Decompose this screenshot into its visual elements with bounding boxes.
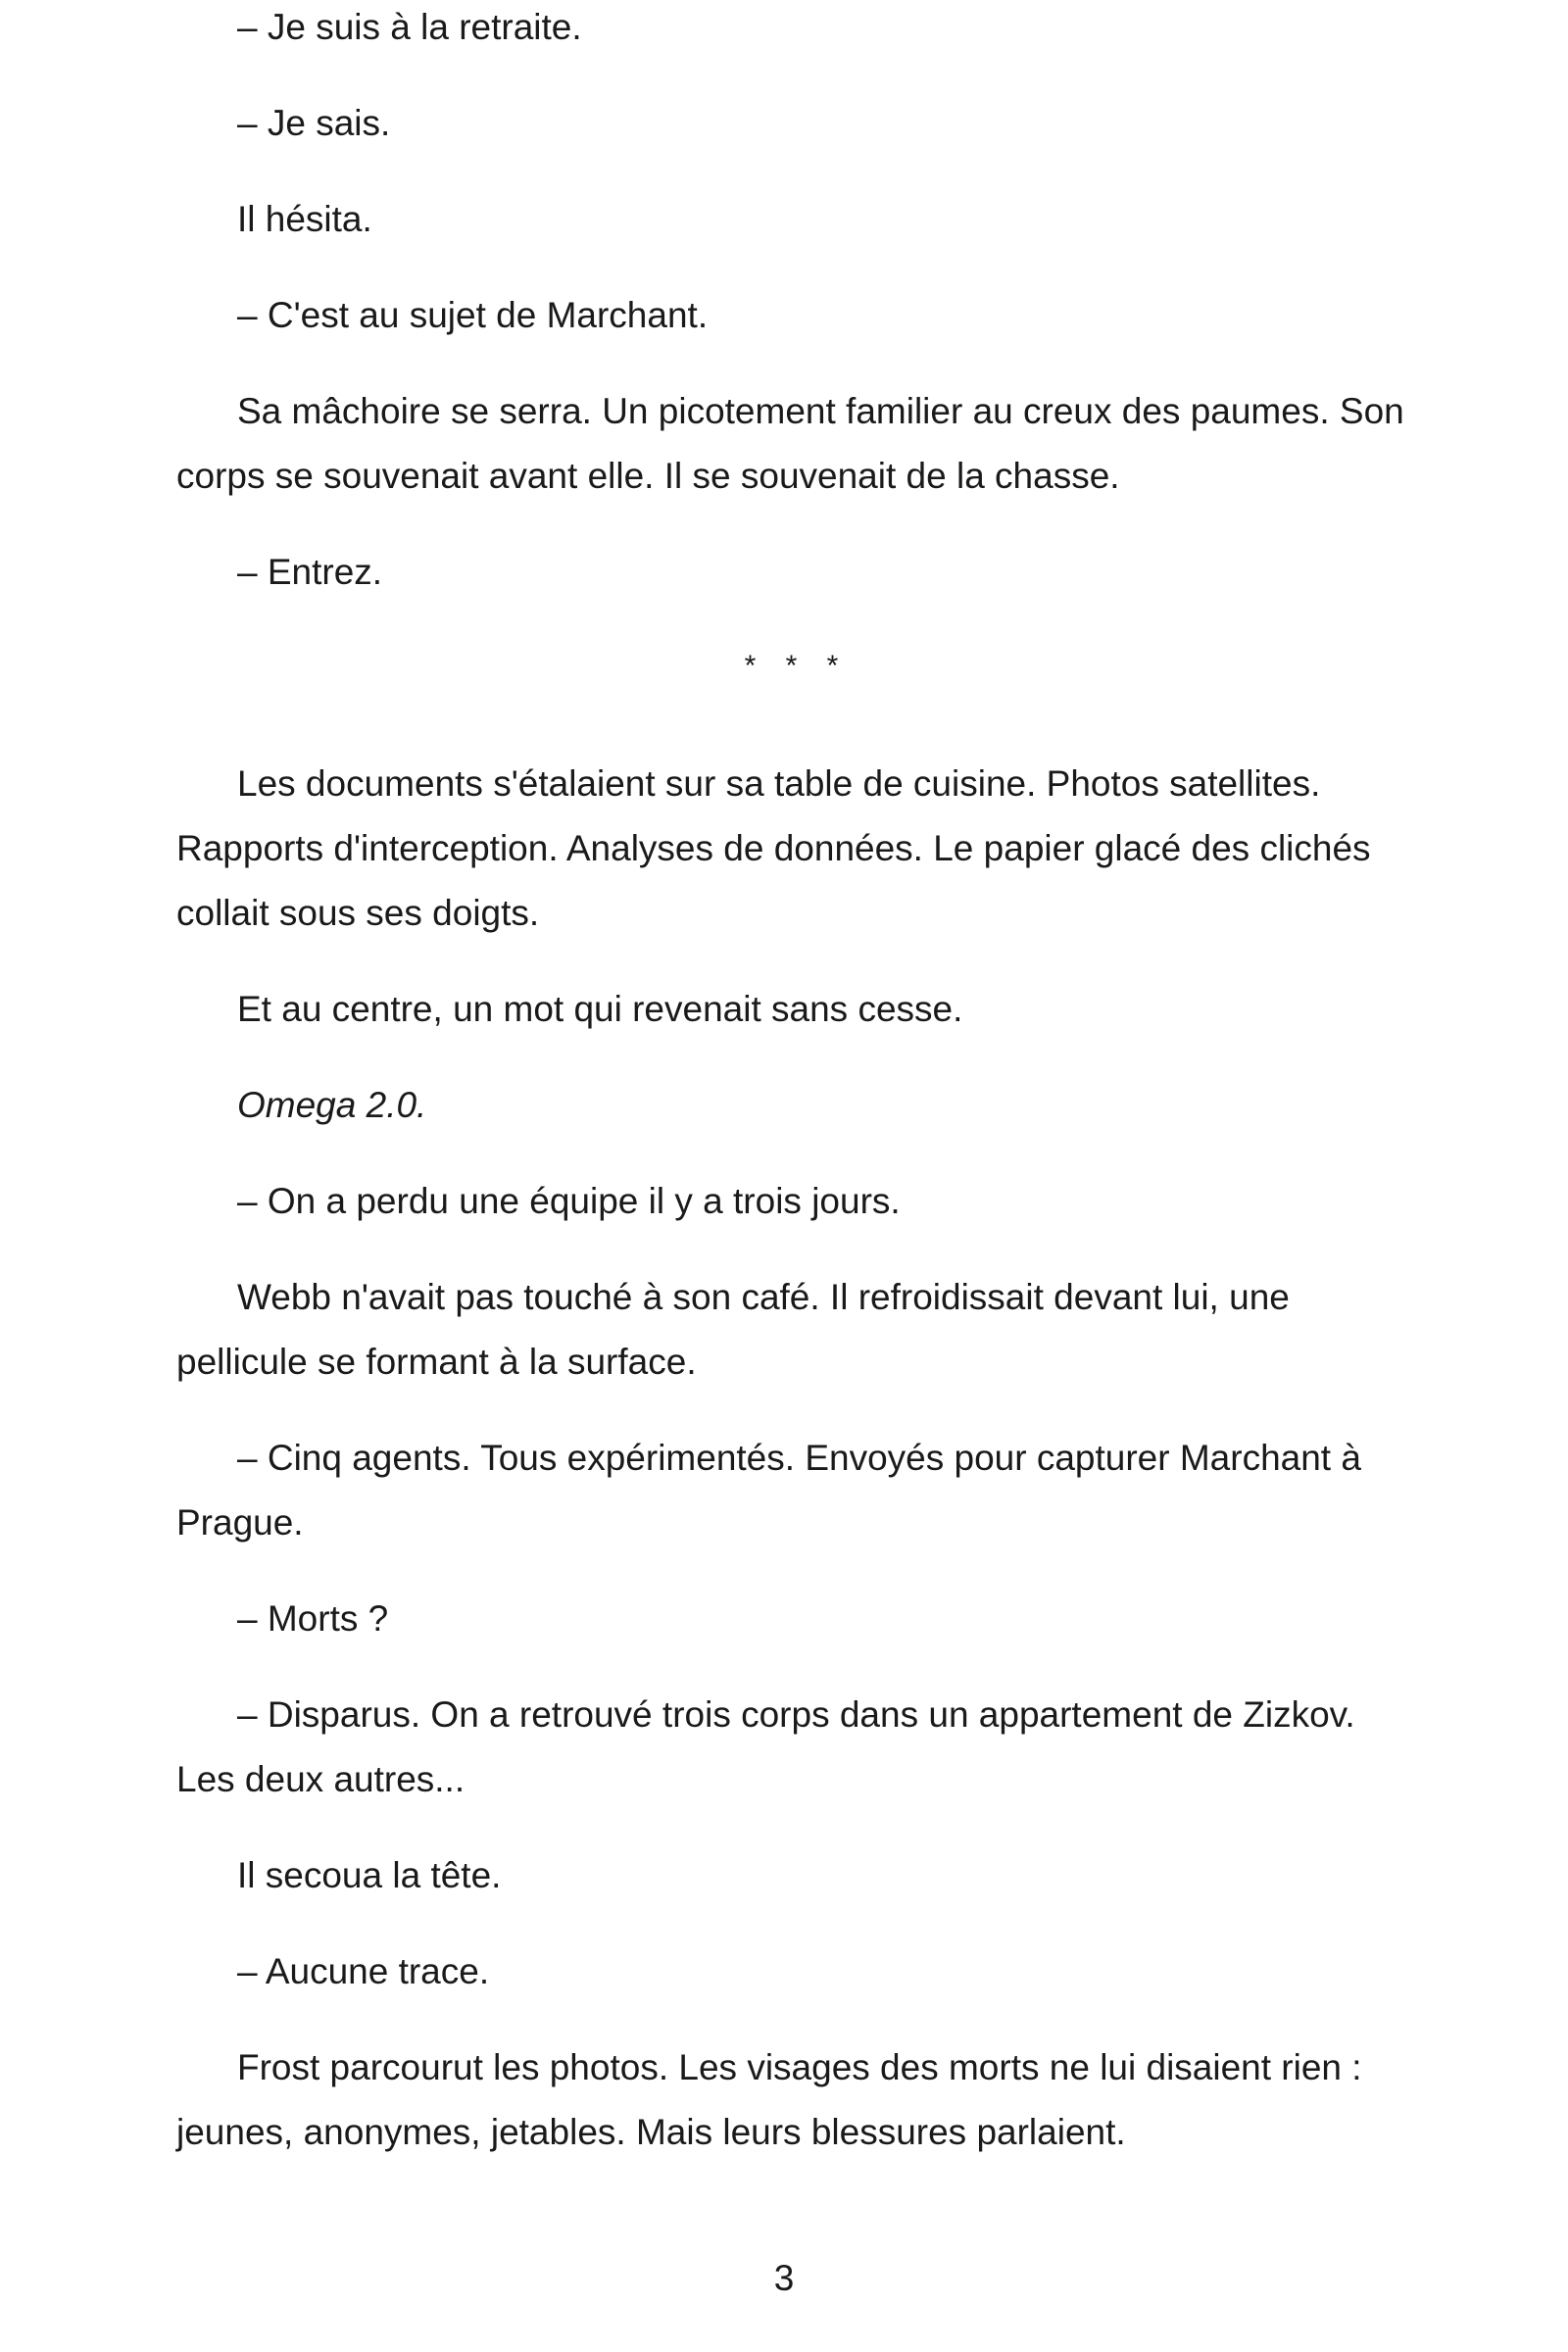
page-body: [176, 0, 1406, 2165]
page-number: 3: [773, 2258, 795, 2298]
paragraph-dialogue: – Entrez.: [237, 552, 383, 592]
paragraph-narration: Il hésita.: [237, 199, 372, 239]
paragraph-dialogue: – C'est au sujet de Marchant.: [237, 295, 709, 335]
paragraph-dialogue: – Cinq agents. Tous expérimentés. Envoyés pour capturer Marchant à Prague.: [176, 1438, 1361, 1543]
paragraph-dialogue: – Morts ?: [237, 1598, 389, 1639]
paragraph-narration: Les documents s'étalaient sur sa table de cuisine. Photos satellites. Rapports d'interception. Analyses de données. Le papier glacé des clichés collait sous ses doigts.: [176, 763, 1371, 933]
paragraph-narration: Il secoua la tête.: [237, 1855, 502, 1895]
paragraph-dialogue: – On a perdu une équipe il y a trois jours.: [237, 1181, 901, 1221]
paragraph-narration: Sa mâchoire se serra. Un picotement familier au creux des paumes. Son corps se souvenait avant elle. Il se souvenait de la chasse.: [176, 391, 1404, 496]
paragraph-dialogue: – Aucune trace.: [237, 1951, 490, 1991]
paragraph-narration: Webb n'avait pas touché à son café. Il refroidissait devant lui, une pellicule se formant à la surface.: [176, 1277, 1290, 1382]
paragraph-italic-title: Omega 2.0.: [237, 1085, 427, 1125]
paragraph-dialogue: – Disparus. On a retrouvé trois corps dans un appartement de Zizkov. Les deux autres...: [176, 1694, 1355, 1799]
scene-break: * * *: [744, 650, 839, 682]
paragraph-dialogue: – Je suis à la retraite.: [237, 7, 582, 47]
paragraph-narration: Frost parcourut les photos. Les visages des morts ne lui disaient rien : jeunes, anonymes, jetables. Mais leurs blessures parlaient.: [176, 2047, 1362, 2152]
paragraph-dialogue: – Je sais.: [237, 103, 391, 143]
paragraph-narration: Et au centre, un mot qui revenait sans cesse.: [237, 989, 963, 1029]
